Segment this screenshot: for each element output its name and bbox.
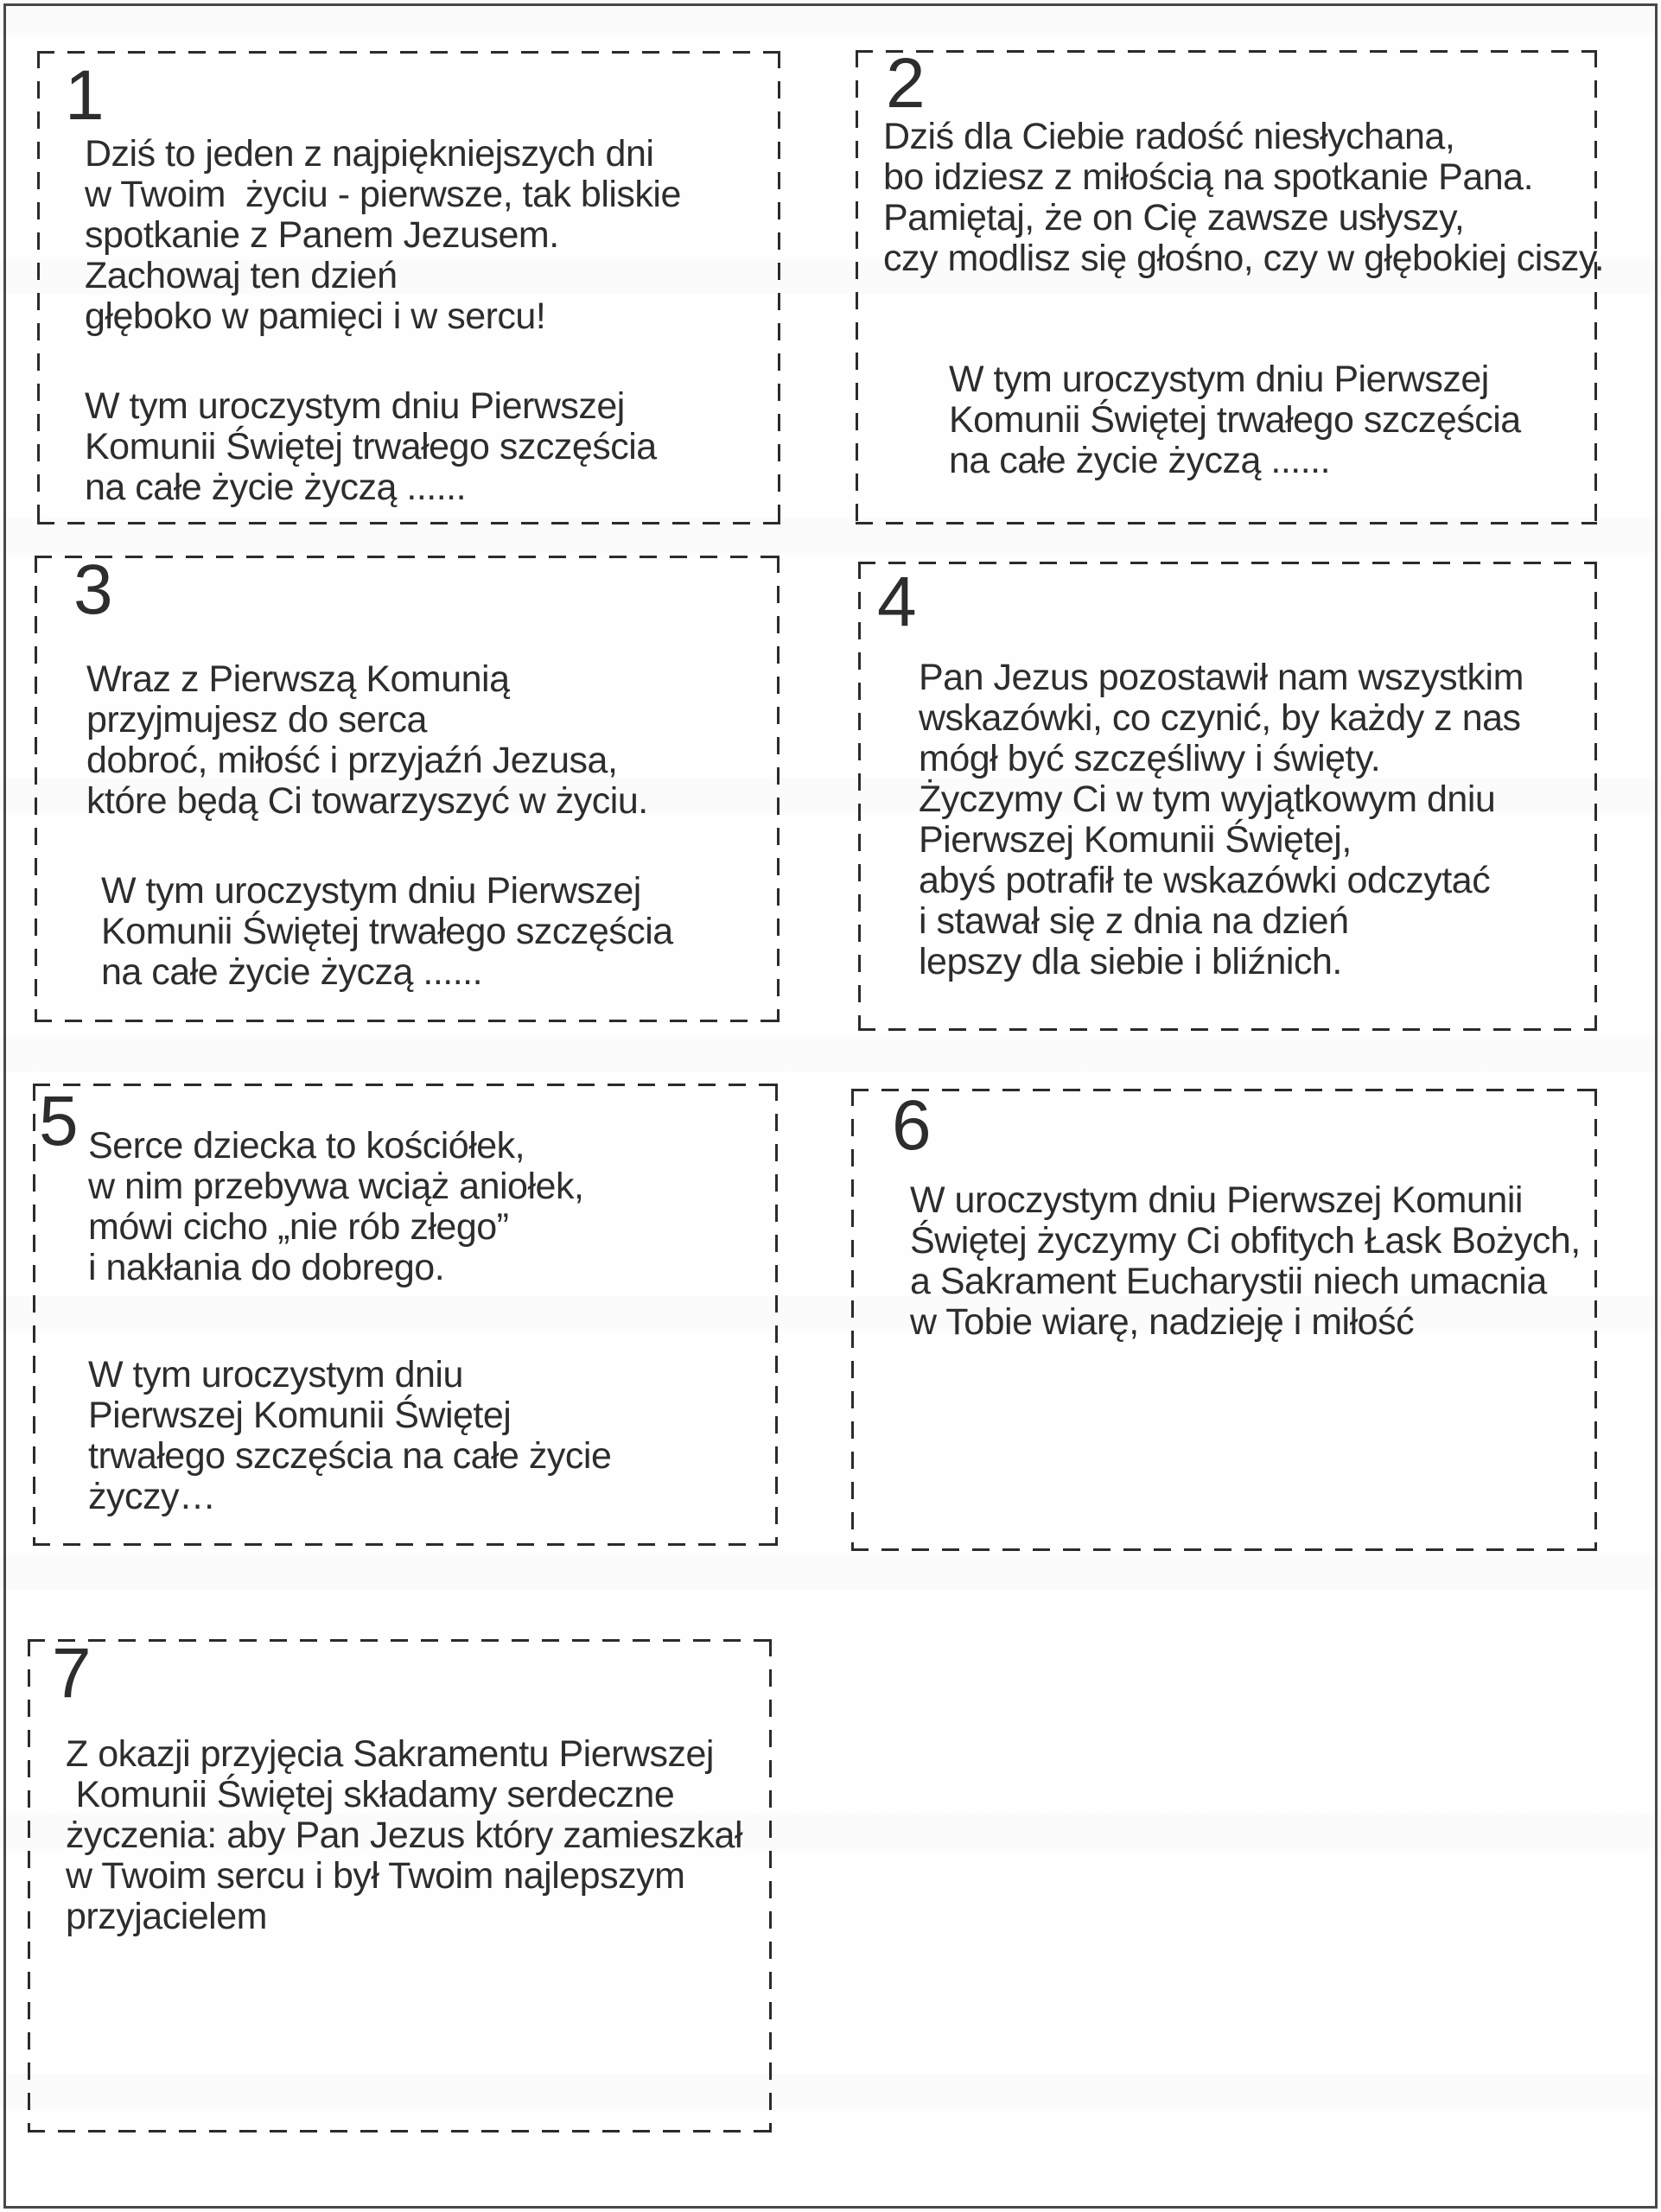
- paragraph: [85, 134, 780, 337]
- text-line: życzy…: [88, 1476, 216, 1517]
- wish-card-7: [28, 1634, 772, 2133]
- text-line: trwałego szczęścia na całe życie: [88, 1435, 612, 1477]
- card-2-number: 2: [886, 44, 926, 123]
- card-7-number: 7: [52, 1634, 92, 1713]
- paragraph: [86, 659, 780, 822]
- wish-card-6: [851, 1086, 1597, 1551]
- text-line: głęboko w pamięci i w sercu!: [85, 296, 546, 337]
- text-line: przyjacielem: [66, 1896, 267, 1937]
- wish-card-3: [35, 550, 780, 1022]
- wish-card-5: [33, 1084, 778, 1546]
- text-line: wskazówki, co czynić, by każdy z nas: [919, 697, 1521, 739]
- text-line: a Sakrament Eucharystii niech umacnia: [910, 1261, 1547, 1302]
- card-4-number: 4: [877, 563, 917, 641]
- text-line: na całe życie życzą ......: [101, 951, 483, 993]
- text-line: Pamiętaj, że on Cię zawsze usłyszy,: [883, 197, 1465, 238]
- card-5-text: [33, 1084, 778, 1517]
- text-line: życzenia: aby Pan Jezus który zamieszkał: [66, 1815, 742, 1856]
- text-line: w Twoim sercu i był Twoim najlepszym: [66, 1855, 685, 1897]
- card-1-text: [85, 134, 780, 508]
- card-7-text: [66, 1734, 772, 1937]
- text-line: Pierwszej Komunii Świętej,: [919, 819, 1352, 861]
- paragraph: [101, 871, 780, 993]
- text-line: abyś potrafił te wskazówki odczytać: [919, 860, 1491, 901]
- wish-card-4: [858, 562, 1597, 1031]
- text-line: Pan Jezus pozostawił nam wszystkim: [919, 657, 1524, 698]
- text-line: mówi cicho „nie rób złego”: [88, 1206, 509, 1248]
- text-line: przyjmujesz do serca: [86, 699, 427, 741]
- text-line: W tym uroczystym dniu: [88, 1354, 463, 1395]
- paragraph: [88, 1355, 778, 1517]
- text-line: w nim przebywa wciąż aniołek,: [88, 1166, 584, 1207]
- text-line: Dziś to jeden z najpiękniejszych dni: [85, 133, 654, 175]
- text-line: bo idziesz z miłością na spotkanie Pana.: [883, 156, 1534, 198]
- text-line: i stawał się z dnia na dzień: [919, 900, 1349, 942]
- text-line: Serce dziecka to kościółek,: [88, 1125, 525, 1166]
- text-line: lepszy dla siebie i bliźnich.: [919, 941, 1342, 982]
- wish-card-2: [856, 44, 1605, 524]
- card-2-text: [883, 116, 1605, 481]
- paragraph: [910, 1180, 1597, 1343]
- card-3-number: 3: [73, 550, 113, 629]
- text-line: Zachowaj ten dzień: [85, 255, 398, 296]
- text-line: Dziś dla Ciebie radość niesłychana,: [883, 116, 1455, 157]
- text-line: na całe życie życzą ......: [85, 467, 467, 508]
- text-line: Komunii Świętej trwałego szczęścia: [85, 426, 657, 467]
- text-line: mógł być szczęśliwy i święty.: [919, 738, 1381, 779]
- text-line: Pierwszej Komunii Świętej: [88, 1395, 512, 1436]
- text-line: Wraz z Pierwszą Komunią: [86, 658, 510, 700]
- text-line: W tym uroczystym dniu Pierwszej: [85, 385, 625, 427]
- text-line: w Tobie wiarę, nadzieję i miłość: [910, 1301, 1415, 1343]
- text-line: Komunii Świętej składamy serdeczne: [66, 1774, 675, 1815]
- text-line: na całe życie życzą ......: [949, 440, 1331, 481]
- text-line: które będą Ci towarzyszyć w życiu.: [86, 780, 648, 822]
- text-line: w Twoim życiu - pierwsze, tak bliskie: [85, 174, 681, 215]
- text-line: W tym uroczystym dniu Pierwszej: [949, 359, 1489, 400]
- text-line: Komunii Świętej trwałego szczęścia: [101, 911, 673, 952]
- card-6-text: [910, 1180, 1597, 1343]
- wish-card-1: [37, 51, 780, 524]
- text-line: Komunii Świętej trwałego szczęścia: [949, 399, 1521, 441]
- card-1-number: 1: [65, 56, 105, 135]
- text-line: Z okazji przyjęcia Sakramentu Pierwszej: [66, 1733, 714, 1775]
- card-4-text: [919, 658, 1597, 982]
- card-5-number: 5: [39, 1082, 79, 1160]
- text-line: spotkanie z Panem Jezusem.: [85, 214, 559, 256]
- text-line: W tym uroczystym dniu Pierwszej: [101, 870, 641, 912]
- text-line: Świętej życzymy Ci obfitych Łask Bożych,: [910, 1220, 1581, 1262]
- text-line: Życzymy Ci w tym wyjątkowym dniu: [919, 779, 1496, 820]
- text-line: i nakłania do dobrego.: [88, 1247, 445, 1288]
- paragraph: [919, 658, 1597, 982]
- text-line: W uroczystym dniu Pierwszej Komunii: [910, 1179, 1523, 1221]
- text-line: czy modlisz się głośno, czy w głębokiej ciszy.: [883, 238, 1605, 279]
- card-3-text: [86, 659, 780, 993]
- card-6-number: 6: [892, 1086, 932, 1165]
- paragraph: [949, 359, 1597, 481]
- paragraph: [66, 1734, 772, 1937]
- text-line: dobroć, miłość i przyjaźń Jezusa,: [86, 740, 618, 781]
- paragraph: [85, 386, 780, 508]
- paragraph: [883, 116, 1605, 279]
- paragraph: [88, 1126, 778, 1288]
